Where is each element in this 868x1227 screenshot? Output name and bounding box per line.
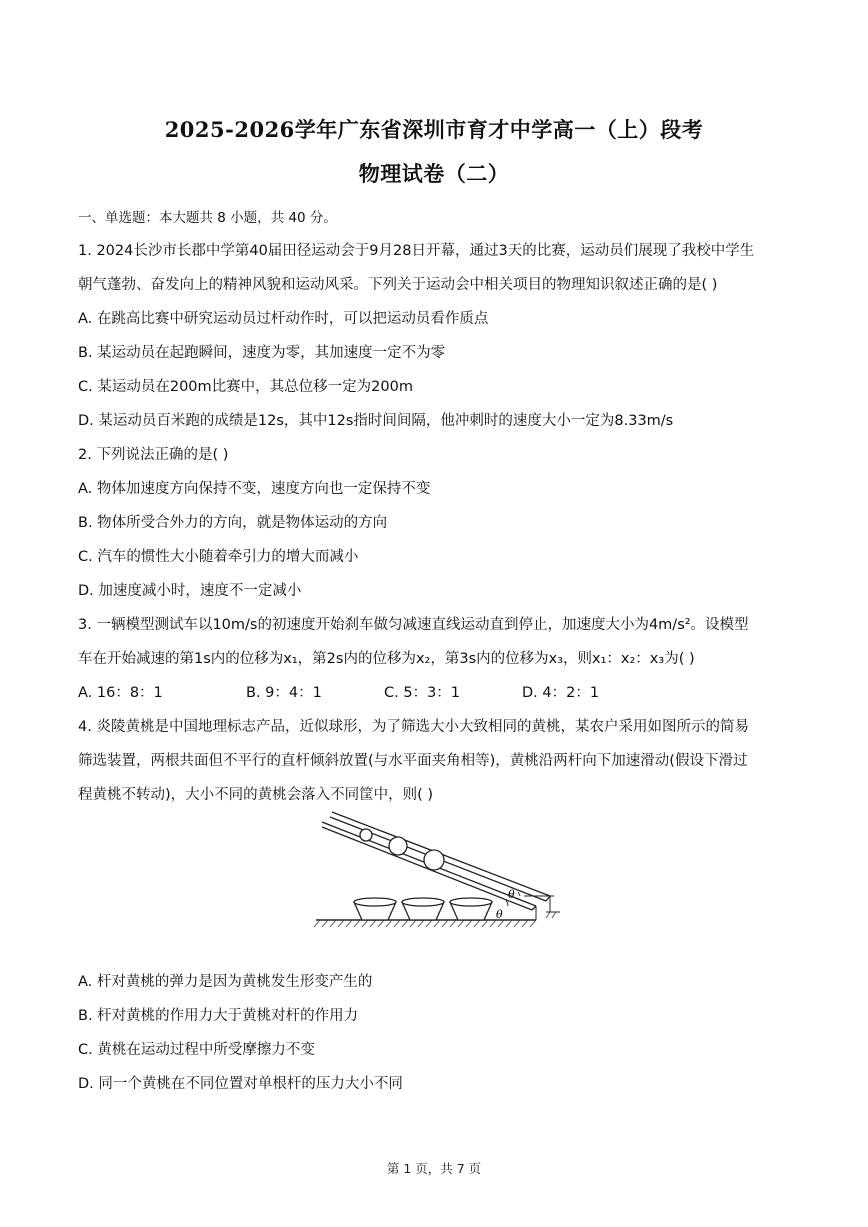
q4-stem-line3: 程黄桃不转动)，大小不同的黄桃会落入不同筐中，则( ) xyxy=(78,787,434,803)
section-heading: 一、单选题：本大题共 8 小题，共 40 分。 xyxy=(78,210,337,226)
q2-stem: 2. 下列说法正确的是( ) xyxy=(78,447,229,463)
q2-option-d: D. 加速度减小时，速度不一定减小 xyxy=(78,583,302,599)
angle-theta-upper: θ xyxy=(508,888,515,901)
q3-option-a: A. 16：8：1 xyxy=(78,685,163,701)
q4-option-c: C. 黄桃在运动过程中所受摩擦力不变 xyxy=(78,1042,315,1058)
q4-stem-line1: 4. 炎陵黄桃是中国地理标志产品，近似球形，为了筛选大小大致相同的黄桃，某农户采用如图所示的简易 xyxy=(78,719,749,735)
peaches xyxy=(360,829,444,870)
q4-option-d: D. 同一个黄桃在不同位置对单根杆的压力大小不同 xyxy=(78,1076,403,1092)
peach-sorting-figure xyxy=(310,808,562,936)
q4-option-a: A. 杆对黄桃的弹力是因为黄桃发生形变产生的 xyxy=(78,974,373,990)
q1-option-c: C. 某运动员在200m比赛中，其总位移一定为200m xyxy=(78,379,413,395)
page-footer: 第 1 页，共 7 页 xyxy=(386,1161,482,1176)
q1-option-b: B. 某运动员在起跑瞬间，速度为零，其加速度一定不为零 xyxy=(78,345,446,361)
q3-option-d: D. 4：2：1 xyxy=(522,685,600,701)
angle-theta-lower: θ xyxy=(496,908,503,921)
q4-option-b: B. 杆对黄桃的作用力大于黄桃对杆的作用力 xyxy=(78,1008,359,1024)
q1-stem-line2: 朝气蓬勃、奋发向上的精神风貌和运动风采。下列关于运动会中相关项目的物理知识叙述正确的是( ) xyxy=(78,277,718,293)
q2-option-b: B. 物体所受合外力的方向，就是物体运动的方向 xyxy=(78,515,388,531)
q1-option-d: D. 某运动员百米跑的成绩是12s，其中12s指时间间隔，他冲刺时的速度大小一定为8.33m/s xyxy=(78,413,674,429)
q4-stem-line2: 筛选装置，两根共面但不平行的直杆倾斜放置(与水平面夹角相等)，黄桃沿两杆向下加速滑动(假设下滑过 xyxy=(78,753,748,769)
q3-stem-line1: 3. 一辆模型测试车以10m/s的初速度开始刹车做匀减速直线运动直到停止，加速度大小为4m/s²。设模型 xyxy=(78,617,749,633)
q3-option-c: C. 5：3：1 xyxy=(384,685,461,701)
q3-stem-line2: 车在开始减速的第1s内的位移为x₁，第2s内的位移为x₂，第3s内的位移为x₃，则x₁：x₂：x₃为( ) xyxy=(78,651,695,667)
q2-option-a: A. 物体加速度方向保持不变，速度方向也一定保持不变 xyxy=(78,481,431,497)
exam-subtitle: 物理试卷（二） xyxy=(358,161,510,186)
q1-stem-line1: 1. 2024长沙市长郡中学第40届田径运动会于9月28日开幕，通过3天的比赛，运动员们展现了我校中学生 xyxy=(78,243,755,259)
q3-option-b: B. 9：4：1 xyxy=(246,685,322,701)
q2-option-c: C. 汽车的惯性大小随着牵引力的增大而减小 xyxy=(78,549,359,565)
exam-title: 2025-2026学年广东省深圳市育才中学高一（上）段考 xyxy=(164,117,704,142)
basket-group xyxy=(354,898,492,920)
q1-option-a: A. 在跳高比赛中研究运动员过杆动作时，可以把运动员看作质点 xyxy=(78,311,489,327)
